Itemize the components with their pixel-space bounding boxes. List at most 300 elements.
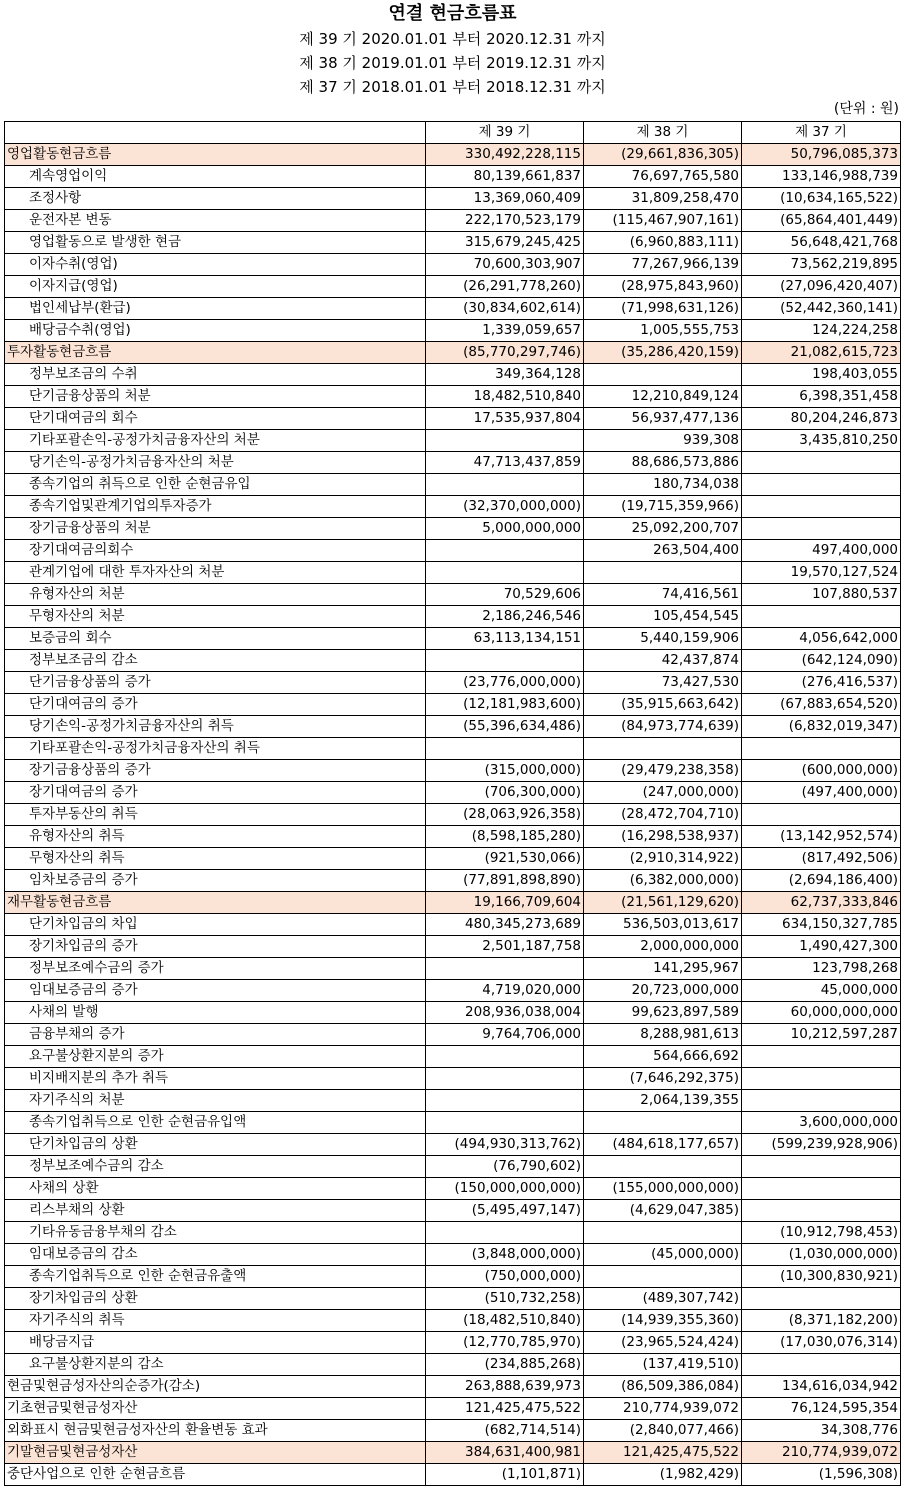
value-cell: 939,308 — [584, 430, 742, 452]
value-cell: (1,596,308) — [742, 1464, 901, 1486]
row-label: 단기금융상품의 증가 — [5, 672, 426, 694]
row-label: 종속기업취득으로 인한 순현금유입액 — [5, 1112, 426, 1134]
value-cell: (71,998,631,126) — [584, 298, 742, 320]
value-cell: (2,910,314,922) — [584, 848, 742, 870]
row-label: 금융부채의 증가 — [5, 1024, 426, 1046]
value-cell: 50,796,085,373 — [742, 144, 901, 166]
row-label: 요구불상환지분의 감소 — [5, 1354, 426, 1376]
table-row — [5, 364, 901, 386]
value-cell: 12,210,849,124 — [584, 386, 742, 408]
header-period-39: 제 39 기 — [426, 122, 584, 144]
value-cell: (599,239,928,906) — [742, 1134, 901, 1156]
row-label: 정부보조예수금의 증가 — [5, 958, 426, 980]
row-label: 유형자산의 취득 — [5, 826, 426, 848]
row-label: 자기주식의 처분 — [5, 1090, 426, 1112]
row-label: 임대보증금의 감소 — [5, 1244, 426, 1266]
row-label: 사채의 상환 — [5, 1178, 426, 1200]
value-cell: (510,732,258) — [426, 1288, 584, 1310]
table-row — [5, 1156, 901, 1178]
value-cell: (4,629,047,385) — [584, 1200, 742, 1222]
table-row — [5, 1464, 901, 1486]
value-cell: (18,482,510,840) — [426, 1310, 584, 1332]
row-label: 당기손익-공정가치금융자산의 처분 — [5, 452, 426, 474]
value-cell: (682,714,514) — [426, 1420, 584, 1442]
value-cell — [742, 1200, 901, 1222]
table-row — [5, 496, 901, 518]
value-cell: (155,000,000,000) — [584, 1178, 742, 1200]
value-cell: 2,186,246,546 — [426, 606, 584, 628]
cash-flow-table — [4, 121, 901, 1486]
value-cell — [584, 738, 742, 760]
row-label: 법인세납부(환급) — [5, 298, 426, 320]
value-cell — [584, 1112, 742, 1134]
table-row — [5, 694, 901, 716]
table-row — [5, 980, 901, 1002]
table-row — [5, 1266, 901, 1288]
row-label: 운전자본 변동 — [5, 210, 426, 232]
table-row — [5, 1068, 901, 1090]
table-row — [5, 782, 901, 804]
table-row — [5, 452, 901, 474]
value-cell — [742, 1288, 901, 1310]
value-cell: (497,400,000) — [742, 782, 901, 804]
value-cell: (45,000,000) — [584, 1244, 742, 1266]
table-row — [5, 826, 901, 848]
value-cell — [426, 430, 584, 452]
row-label: 사채의 발행 — [5, 1002, 426, 1024]
value-cell: (84,973,774,639) — [584, 716, 742, 738]
value-cell: 2,000,000,000 — [584, 936, 742, 958]
value-cell: (10,300,830,921) — [742, 1266, 901, 1288]
table-row — [5, 1046, 901, 1068]
value-cell: 121,425,475,522 — [584, 1442, 742, 1464]
table-row — [5, 870, 901, 892]
value-cell: 56,937,477,136 — [584, 408, 742, 430]
value-cell: 330,492,228,115 — [426, 144, 584, 166]
value-cell — [742, 606, 901, 628]
value-cell: (86,509,386,084) — [584, 1376, 742, 1398]
value-cell: (16,298,538,937) — [584, 826, 742, 848]
value-cell: (27,096,420,407) — [742, 276, 901, 298]
table-row — [5, 628, 901, 650]
table-row — [5, 1134, 901, 1156]
value-cell: (2,694,186,400) — [742, 870, 901, 892]
value-cell — [426, 562, 584, 584]
row-label: 기초현금및현금성자산 — [5, 1398, 426, 1420]
table-row — [5, 276, 901, 298]
value-cell — [742, 496, 901, 518]
table-row — [5, 958, 901, 980]
value-cell: 42,437,874 — [584, 650, 742, 672]
value-cell: 198,403,055 — [742, 364, 901, 386]
value-cell — [426, 474, 584, 496]
value-cell: (28,472,704,710) — [584, 804, 742, 826]
table-row — [5, 320, 901, 342]
value-cell: (28,975,843,960) — [584, 276, 742, 298]
table-row — [5, 1376, 901, 1398]
table-row — [5, 1354, 901, 1376]
header-period-38: 제 38 기 — [584, 122, 742, 144]
value-cell — [584, 364, 742, 386]
row-label: 장기차입금의 상환 — [5, 1288, 426, 1310]
value-cell — [742, 1046, 901, 1068]
row-label: 중단사업으로 인한 순현금흐름 — [5, 1464, 426, 1486]
value-cell: (6,832,019,347) — [742, 716, 901, 738]
value-cell — [742, 1156, 901, 1178]
row-label: 임차보증금의 증가 — [5, 870, 426, 892]
value-cell: 124,224,258 — [742, 320, 901, 342]
value-cell — [426, 540, 584, 562]
value-cell: (35,915,663,642) — [584, 694, 742, 716]
value-cell: 63,113,134,151 — [426, 628, 584, 650]
value-cell: (30,834,602,614) — [426, 298, 584, 320]
table-row — [5, 232, 901, 254]
row-label: 비지배지분의 추가 취득 — [5, 1068, 426, 1090]
row-label: 단기대여금의 회수 — [5, 408, 426, 430]
value-cell — [426, 1046, 584, 1068]
value-cell: 480,345,273,689 — [426, 914, 584, 936]
table-row — [5, 1398, 901, 1420]
value-cell: (55,396,634,486) — [426, 716, 584, 738]
value-cell: (26,291,778,260) — [426, 276, 584, 298]
value-cell: 134,616,034,942 — [742, 1376, 901, 1398]
value-cell: (77,891,898,890) — [426, 870, 584, 892]
value-cell: 634,150,327,785 — [742, 914, 901, 936]
value-cell: (29,479,238,358) — [584, 760, 742, 782]
value-cell — [742, 518, 901, 540]
value-cell: (23,776,000,000) — [426, 672, 584, 694]
value-cell: 1,005,555,753 — [584, 320, 742, 342]
value-cell: 76,697,765,580 — [584, 166, 742, 188]
table-row — [5, 1090, 901, 1112]
value-cell: 88,686,573,886 — [584, 452, 742, 474]
row-label: 계속영업이익 — [5, 166, 426, 188]
row-label: 관계기업에 대한 투자자산의 처분 — [5, 562, 426, 584]
row-label: 정부보조예수금의 감소 — [5, 1156, 426, 1178]
value-cell: 5,440,159,906 — [584, 628, 742, 650]
value-cell: 70,529,606 — [426, 584, 584, 606]
value-cell: 56,648,421,768 — [742, 232, 901, 254]
value-cell: (484,618,177,657) — [584, 1134, 742, 1156]
row-label: 기타포괄손익-공정가치금융자산의 처분 — [5, 430, 426, 452]
value-cell: 105,454,545 — [584, 606, 742, 628]
value-cell: 1,339,059,657 — [426, 320, 584, 342]
table-row — [5, 408, 901, 430]
value-cell: 19,570,127,524 — [742, 562, 901, 584]
table-row — [5, 936, 901, 958]
value-cell — [742, 1090, 901, 1112]
value-cell: 18,482,510,840 — [426, 386, 584, 408]
value-cell: 315,679,245,425 — [426, 232, 584, 254]
value-cell: 25,092,200,707 — [584, 518, 742, 540]
row-label: 장기차입금의 증가 — [5, 936, 426, 958]
value-cell: 62,737,333,846 — [742, 892, 901, 914]
header-period-37: 제 37 기 — [742, 122, 901, 144]
value-cell: (7,646,292,375) — [584, 1068, 742, 1090]
value-cell: (921,530,066) — [426, 848, 584, 870]
value-cell — [426, 1222, 584, 1244]
value-cell: (234,885,268) — [426, 1354, 584, 1376]
value-cell: (5,495,497,147) — [426, 1200, 584, 1222]
value-cell: 564,666,692 — [584, 1046, 742, 1068]
table-row — [5, 474, 901, 496]
value-cell: 121,425,475,522 — [426, 1398, 584, 1420]
value-cell: 5,000,000,000 — [426, 518, 584, 540]
value-cell: (600,000,000) — [742, 760, 901, 782]
table-row — [5, 210, 901, 232]
value-cell — [742, 1068, 901, 1090]
value-cell: 263,888,639,973 — [426, 1376, 584, 1398]
value-cell — [742, 738, 901, 760]
value-cell: (817,492,506) — [742, 848, 901, 870]
table-row — [5, 892, 901, 914]
value-cell — [584, 562, 742, 584]
row-label: 리스부채의 상환 — [5, 1200, 426, 1222]
value-cell: (8,598,185,280) — [426, 826, 584, 848]
value-cell: (150,000,000,000) — [426, 1178, 584, 1200]
value-cell: (1,101,871) — [426, 1464, 584, 1486]
value-cell: 10,212,597,287 — [742, 1024, 901, 1046]
value-cell: 73,562,219,895 — [742, 254, 901, 276]
row-label: 임대보증금의 증가 — [5, 980, 426, 1002]
value-cell: 77,267,966,139 — [584, 254, 742, 276]
value-cell: (35,286,420,159) — [584, 342, 742, 364]
value-cell: (247,000,000) — [584, 782, 742, 804]
value-cell: 141,295,967 — [584, 958, 742, 980]
row-label: 자기주식의 취득 — [5, 1310, 426, 1332]
table-row — [5, 584, 901, 606]
period-39: 제 39 기 2020.01.01 부터 2020.12.31 까지 — [299, 30, 606, 48]
value-cell: (1,030,000,000) — [742, 1244, 901, 1266]
row-label: 영업활동현금흐름 — [5, 144, 426, 166]
value-cell: (13,142,952,574) — [742, 826, 901, 848]
table-row — [5, 562, 901, 584]
value-cell: 210,774,939,072 — [742, 1442, 901, 1464]
report-header — [0, 0, 905, 120]
row-label: 장기대여금의회수 — [5, 540, 426, 562]
row-label: 무형자산의 취득 — [5, 848, 426, 870]
table-row — [5, 144, 901, 166]
value-cell: 384,631,400,981 — [426, 1442, 584, 1464]
value-cell: (642,124,090) — [742, 650, 901, 672]
value-cell: 263,504,400 — [584, 540, 742, 562]
row-label: 배당금지급 — [5, 1332, 426, 1354]
value-cell: (2,840,077,466) — [584, 1420, 742, 1442]
value-cell: 19,166,709,604 — [426, 892, 584, 914]
table-row — [5, 540, 901, 562]
value-cell: 2,501,187,758 — [426, 936, 584, 958]
value-cell: 349,364,128 — [426, 364, 584, 386]
value-cell: (6,960,883,111) — [584, 232, 742, 254]
value-cell: (52,442,360,141) — [742, 298, 901, 320]
value-cell: 180,734,038 — [584, 474, 742, 496]
value-cell: 133,146,988,739 — [742, 166, 901, 188]
table-row — [5, 1244, 901, 1266]
value-cell: 4,719,020,000 — [426, 980, 584, 1002]
table-row — [5, 914, 901, 936]
table-row — [5, 650, 901, 672]
value-cell: 9,764,706,000 — [426, 1024, 584, 1046]
value-cell: (67,883,654,520) — [742, 694, 901, 716]
value-cell: 73,427,530 — [584, 672, 742, 694]
value-cell: 1,490,427,300 — [742, 936, 901, 958]
value-cell: (706,300,000) — [426, 782, 584, 804]
row-label: 기타포괄손익-공정가치금융자산의 취득 — [5, 738, 426, 760]
header-label — [5, 122, 426, 144]
value-cell: (65,864,401,449) — [742, 210, 901, 232]
value-cell: 210,774,939,072 — [584, 1398, 742, 1420]
value-cell: 4,056,642,000 — [742, 628, 901, 650]
value-cell — [742, 1178, 901, 1200]
value-cell: (1,982,429) — [584, 1464, 742, 1486]
period-37: 제 37 기 2018.01.01 부터 2018.12.31 까지 — [299, 78, 606, 96]
row-label: 기말현금및현금성자산 — [5, 1442, 426, 1464]
value-cell: 76,124,595,354 — [742, 1398, 901, 1420]
value-cell — [742, 452, 901, 474]
value-cell: 6,398,351,458 — [742, 386, 901, 408]
value-cell: 47,713,437,859 — [426, 452, 584, 474]
table-row — [5, 166, 901, 188]
value-cell: 17,535,937,804 — [426, 408, 584, 430]
value-cell: 8,288,981,613 — [584, 1024, 742, 1046]
row-label: 장기대여금의 증가 — [5, 782, 426, 804]
value-cell: 13,369,060,409 — [426, 188, 584, 210]
value-cell — [742, 474, 901, 496]
row-label: 투자활동현금흐름 — [5, 342, 426, 364]
value-cell: (8,371,182,200) — [742, 1310, 901, 1332]
table-row — [5, 716, 901, 738]
value-cell: 3,435,810,250 — [742, 430, 901, 452]
value-cell — [426, 1090, 584, 1112]
value-cell: (3,848,000,000) — [426, 1244, 584, 1266]
row-label: 단기차입금의 상환 — [5, 1134, 426, 1156]
value-cell — [584, 1156, 742, 1178]
row-label: 재무활동현금흐름 — [5, 892, 426, 914]
value-cell: 3,600,000,000 — [742, 1112, 901, 1134]
row-label: 조정사항 — [5, 188, 426, 210]
table-row — [5, 1310, 901, 1332]
value-cell: (12,181,983,600) — [426, 694, 584, 716]
row-label: 정부보조금의 감소 — [5, 650, 426, 672]
row-label: 단기금융상품의 처분 — [5, 386, 426, 408]
value-cell: 34,308,776 — [742, 1420, 901, 1442]
table-row — [5, 738, 901, 760]
table-row — [5, 1420, 901, 1442]
value-cell: 123,798,268 — [742, 958, 901, 980]
table-row — [5, 430, 901, 452]
row-label: 투자부동산의 취득 — [5, 804, 426, 826]
row-label: 정부보조금의 수취 — [5, 364, 426, 386]
table-row — [5, 848, 901, 870]
row-label: 종속기업및관계기업의투자증가 — [5, 496, 426, 518]
value-cell: (10,912,798,453) — [742, 1222, 901, 1244]
table-row — [5, 298, 901, 320]
value-cell: (76,790,602) — [426, 1156, 584, 1178]
value-cell: (23,965,524,424) — [584, 1332, 742, 1354]
value-cell — [426, 650, 584, 672]
row-label: 배당금수취(영업) — [5, 320, 426, 342]
value-cell: (489,307,742) — [584, 1288, 742, 1310]
table-row — [5, 1112, 901, 1134]
value-cell: 99,623,897,589 — [584, 1002, 742, 1024]
value-cell: 208,936,038,004 — [426, 1002, 584, 1024]
value-cell: 536,503,013,617 — [584, 914, 742, 936]
value-cell: (32,370,000,000) — [426, 496, 584, 518]
row-label: 기타유동금융부채의 감소 — [5, 1222, 426, 1244]
row-label: 무형자산의 처분 — [5, 606, 426, 628]
table-row — [5, 1178, 901, 1200]
value-cell — [426, 958, 584, 980]
value-cell: (137,419,510) — [584, 1354, 742, 1376]
value-cell: 70,600,303,907 — [426, 254, 584, 276]
value-cell — [584, 1222, 742, 1244]
value-cell: (19,715,359,966) — [584, 496, 742, 518]
value-cell: (28,063,926,358) — [426, 804, 584, 826]
value-cell: (6,382,000,000) — [584, 870, 742, 892]
row-label: 단기차입금의 차입 — [5, 914, 426, 936]
value-cell: 2,064,139,355 — [584, 1090, 742, 1112]
row-label: 영업활동으로 발생한 현금 — [5, 232, 426, 254]
row-label: 이자지급(영업) — [5, 276, 426, 298]
value-cell: (12,770,785,970) — [426, 1332, 584, 1354]
row-label: 이자수취(영업) — [5, 254, 426, 276]
table-header-row — [5, 122, 901, 144]
table-body — [5, 144, 901, 1486]
table-row — [5, 518, 901, 540]
table-row — [5, 760, 901, 782]
value-cell — [426, 1068, 584, 1090]
value-cell: (10,634,165,522) — [742, 188, 901, 210]
value-cell — [584, 1266, 742, 1288]
table-row — [5, 254, 901, 276]
value-cell: 60,000,000,000 — [742, 1002, 901, 1024]
value-cell: (85,770,297,746) — [426, 342, 584, 364]
value-cell: 222,170,523,179 — [426, 210, 584, 232]
value-cell: 31,809,258,470 — [584, 188, 742, 210]
value-cell: (17,030,076,314) — [742, 1332, 901, 1354]
report-title: 연결 현금흐름표 — [388, 3, 517, 24]
row-label: 현금및현금성자산의순증가(감소) — [5, 1376, 426, 1398]
value-cell: (14,939,355,360) — [584, 1310, 742, 1332]
row-label: 당기손익-공정가치금융자산의 취득 — [5, 716, 426, 738]
table-row — [5, 1442, 901, 1464]
row-label: 종속기업의 취득으로 인한 순현금유입 — [5, 474, 426, 496]
table-row — [5, 1332, 901, 1354]
table-row — [5, 1002, 901, 1024]
row-label: 종속기업취득으로 인한 순현금유출액 — [5, 1266, 426, 1288]
table-row — [5, 1200, 901, 1222]
row-label: 단기대여금의 증가 — [5, 694, 426, 716]
period-38: 제 38 기 2019.01.01 부터 2019.12.31 까지 — [299, 54, 606, 72]
row-label: 요구불상환지분의 증가 — [5, 1046, 426, 1068]
value-cell — [426, 1112, 584, 1134]
value-cell: (494,930,313,762) — [426, 1134, 584, 1156]
row-label: 보증금의 회수 — [5, 628, 426, 650]
value-cell: 497,400,000 — [742, 540, 901, 562]
unit-label: (단위 : 원) — [833, 101, 899, 117]
table-row — [5, 672, 901, 694]
table-row — [5, 188, 901, 210]
value-cell: 74,416,561 — [584, 584, 742, 606]
table-row — [5, 606, 901, 628]
value-cell: 107,880,537 — [742, 584, 901, 606]
table-row — [5, 1024, 901, 1046]
row-label: 장기금융상품의 처분 — [5, 518, 426, 540]
value-cell: (276,416,537) — [742, 672, 901, 694]
value-cell: (115,467,907,161) — [584, 210, 742, 232]
table-row — [5, 1288, 901, 1310]
value-cell — [426, 738, 584, 760]
